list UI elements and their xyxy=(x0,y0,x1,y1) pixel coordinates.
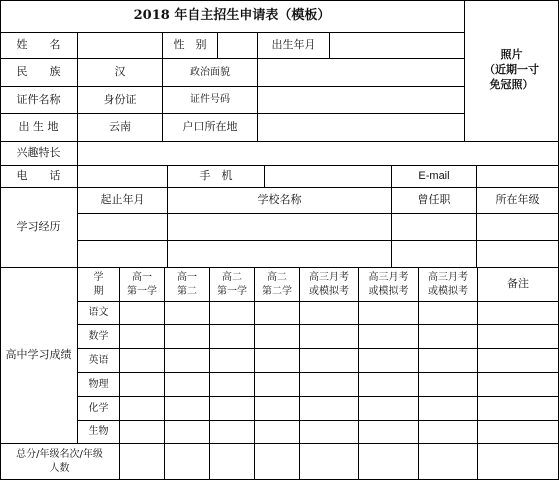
grade-cell[interactable] xyxy=(419,325,478,349)
grade-cell[interactable] xyxy=(210,397,255,421)
label-political: 政治面貌 xyxy=(163,59,258,87)
mobile-field[interactable] xyxy=(265,166,392,188)
total-cell[interactable] xyxy=(359,444,419,480)
label-phone: 电 话 xyxy=(0,166,78,188)
grade-cell[interactable] xyxy=(165,397,210,421)
grades-term-3: 高二 第一学 xyxy=(210,268,255,302)
grade-cell[interactable] xyxy=(165,421,210,444)
grade-cell[interactable] xyxy=(300,397,359,421)
grade-cell[interactable] xyxy=(255,373,300,397)
study-row-1-period[interactable] xyxy=(78,214,168,241)
label-ethnicity: 民 族 xyxy=(0,59,78,87)
total-cell[interactable] xyxy=(300,444,359,480)
grade-remark-cell[interactable] xyxy=(478,421,559,444)
grades-term-2: 高一 第二 xyxy=(165,268,210,302)
hukou-field[interactable] xyxy=(258,114,465,142)
study-row-2-school[interactable] xyxy=(168,241,392,268)
gender-field[interactable] xyxy=(218,33,258,59)
study-col-school: 学校名称 xyxy=(168,188,392,214)
birth-field[interactable] xyxy=(330,33,465,59)
total-cell[interactable] xyxy=(120,444,165,480)
grades-term-7: 高三月考 或模拟考 xyxy=(419,268,478,302)
ethnicity-value[interactable]: 汉 xyxy=(78,59,163,87)
grade-cell[interactable] xyxy=(359,325,419,349)
label-id-type: 证件名称 xyxy=(0,87,78,114)
total-cell[interactable] xyxy=(419,444,478,480)
study-col-position: 曾任职 xyxy=(392,188,477,214)
grade-cell[interactable] xyxy=(210,302,255,325)
study-row-1-position[interactable] xyxy=(392,214,477,241)
label-mobile: 手 机 xyxy=(168,166,265,188)
form-title: 2018 年自主招生申请表（模板） xyxy=(0,0,465,33)
grade-cell[interactable] xyxy=(120,302,165,325)
grade-remark-cell[interactable] xyxy=(478,373,559,397)
grade-cell[interactable] xyxy=(419,373,478,397)
total-label: 总分/年级名次/年级 人数 xyxy=(0,444,120,480)
grade-cell[interactable] xyxy=(419,421,478,444)
label-id-number: 证件号码 xyxy=(163,87,258,114)
label-hobby: 兴趣特长 xyxy=(0,142,78,166)
grade-cell[interactable] xyxy=(300,373,359,397)
label-hukou: 户口所在地 xyxy=(163,114,258,142)
grade-cell[interactable] xyxy=(359,421,419,444)
email-field[interactable] xyxy=(477,166,559,188)
grade-remark-cell[interactable] xyxy=(478,325,559,349)
grade-cell[interactable] xyxy=(255,349,300,373)
grade-cell[interactable] xyxy=(210,325,255,349)
grades-remark-header: 备注 xyxy=(478,268,559,302)
grade-cell[interactable] xyxy=(255,397,300,421)
grade-cell[interactable] xyxy=(300,349,359,373)
grades-term-5: 高三月考 或模拟考 xyxy=(300,268,359,302)
study-row-2-grade[interactable] xyxy=(477,241,559,268)
study-row-1-grade[interactable] xyxy=(477,214,559,241)
grade-cell[interactable] xyxy=(210,373,255,397)
grade-cell[interactable] xyxy=(419,397,478,421)
grades-subject-1: 语文 xyxy=(78,302,120,325)
grades-term-4: 高二 第二学 xyxy=(255,268,300,302)
grades-subject-4: 物理 xyxy=(78,373,120,397)
grade-cell[interactable] xyxy=(120,349,165,373)
grades-subject-5: 化学 xyxy=(78,397,120,421)
id-number-field[interactable] xyxy=(258,87,465,114)
grades-term-header: 学 期 xyxy=(78,268,120,302)
grade-cell[interactable] xyxy=(120,397,165,421)
grade-cell[interactable] xyxy=(359,349,419,373)
total-cell[interactable] xyxy=(165,444,210,480)
political-field[interactable] xyxy=(258,59,465,87)
study-row-2-position[interactable] xyxy=(392,241,477,268)
study-col-grade: 所在年级 xyxy=(477,188,559,214)
grades-term-6: 高三月考 或模拟考 xyxy=(359,268,419,302)
grades-subject-6: 生物 xyxy=(78,421,120,444)
id-type-value[interactable]: 身份证 xyxy=(78,87,163,114)
grade-cell[interactable] xyxy=(210,421,255,444)
grade-cell[interactable] xyxy=(300,421,359,444)
grade-cell[interactable] xyxy=(359,397,419,421)
grade-remark-cell[interactable] xyxy=(478,302,559,325)
total-cell[interactable] xyxy=(255,444,300,480)
grade-cell[interactable] xyxy=(120,325,165,349)
label-gender: 性 别 xyxy=(163,33,218,59)
grade-cell[interactable] xyxy=(359,373,419,397)
grade-cell[interactable] xyxy=(359,302,419,325)
study-row-1-school[interactable] xyxy=(168,214,392,241)
study-history-label: 学习经历 xyxy=(0,188,78,268)
grade-remark-cell[interactable] xyxy=(478,397,559,421)
total-cell[interactable] xyxy=(210,444,255,480)
name-field[interactable] xyxy=(78,33,163,59)
birthplace-value[interactable]: 云南 xyxy=(78,114,163,142)
grade-cell[interactable] xyxy=(165,349,210,373)
grade-remark-cell[interactable] xyxy=(478,349,559,373)
label-name: 姓 名 xyxy=(0,33,78,59)
label-email: E-mail xyxy=(392,166,477,188)
grade-cell[interactable] xyxy=(419,302,478,325)
grade-cell[interactable] xyxy=(300,325,359,349)
study-col-period: 起止年月 xyxy=(78,188,168,214)
phone-field[interactable] xyxy=(78,166,168,188)
hobby-field[interactable] xyxy=(78,142,559,166)
photo-box: 照片 （近期一寸 免冠照） xyxy=(465,0,559,142)
grade-cell[interactable] xyxy=(255,325,300,349)
grades-subject-2: 数学 xyxy=(78,325,120,349)
grades-label: 高中学习成绩 xyxy=(0,268,78,444)
grade-cell[interactable] xyxy=(300,302,359,325)
grade-cell[interactable] xyxy=(419,349,478,373)
label-birthplace: 出 生 地 xyxy=(0,114,78,142)
grades-term-1: 高一 第一学 xyxy=(120,268,165,302)
total-remark-cell[interactable] xyxy=(478,444,559,480)
grade-cell[interactable] xyxy=(165,373,210,397)
grade-cell[interactable] xyxy=(255,302,300,325)
grade-cell[interactable] xyxy=(120,421,165,444)
study-row-2-period[interactable] xyxy=(78,241,168,268)
label-birth: 出生年月 xyxy=(258,33,330,59)
grade-cell[interactable] xyxy=(120,373,165,397)
grade-cell[interactable] xyxy=(165,325,210,349)
grades-subject-3: 英语 xyxy=(78,349,120,373)
grade-cell[interactable] xyxy=(210,349,255,373)
grade-cell[interactable] xyxy=(165,302,210,325)
grade-cell[interactable] xyxy=(255,421,300,444)
